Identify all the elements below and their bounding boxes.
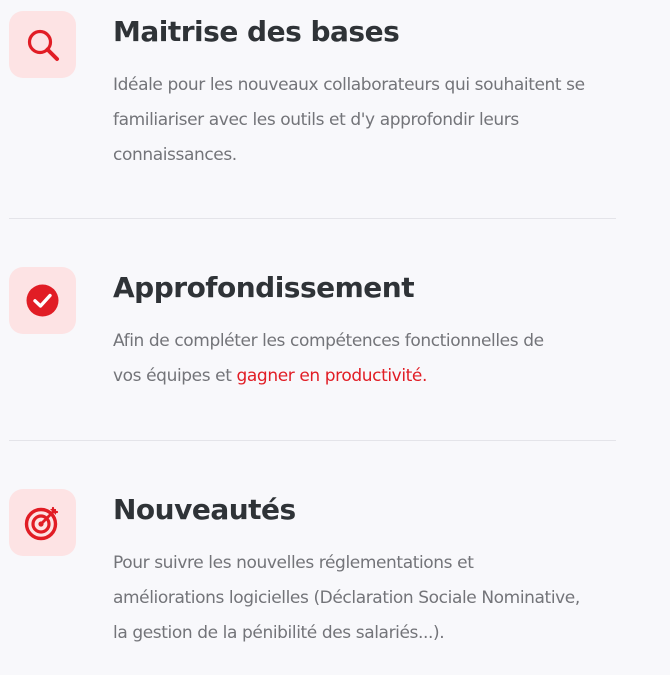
description-line: améliorations logicielles (Déclaration Sociale Nominative,	[113, 588, 580, 608]
description-line: Idéale pour les nouveaux collaborateurs qui souhaitent se	[113, 75, 585, 95]
search-icon	[9, 11, 76, 78]
divider	[9, 440, 616, 441]
description-line: Afin de compléter les compétences fonctionnelles de	[113, 331, 544, 351]
feature-title: Nouveautés	[113, 493, 296, 526]
target-icon	[9, 489, 76, 556]
check-circle-icon	[9, 267, 76, 334]
description-line: familiariser avec les outils et d'y approfondir leurs	[113, 110, 519, 130]
divider	[9, 218, 616, 219]
feature-title: Approfondissement	[113, 271, 415, 304]
description-line: Pour suivre les nouvelles réglementations et	[113, 553, 474, 573]
description-line	[113, 359, 633, 394]
description-line: connaissances.	[113, 145, 237, 165]
feature-description	[113, 68, 633, 173]
description-line: la gestion de la pénibilité des salariés...).	[113, 623, 445, 643]
feature-description	[113, 546, 633, 651]
description-text: vos équipes et	[113, 366, 237, 386]
feature-title: Maitrise des bases	[113, 15, 400, 48]
productivity-link[interactable]: gagner en productivité.	[236, 366, 427, 386]
feature-description	[113, 324, 633, 394]
